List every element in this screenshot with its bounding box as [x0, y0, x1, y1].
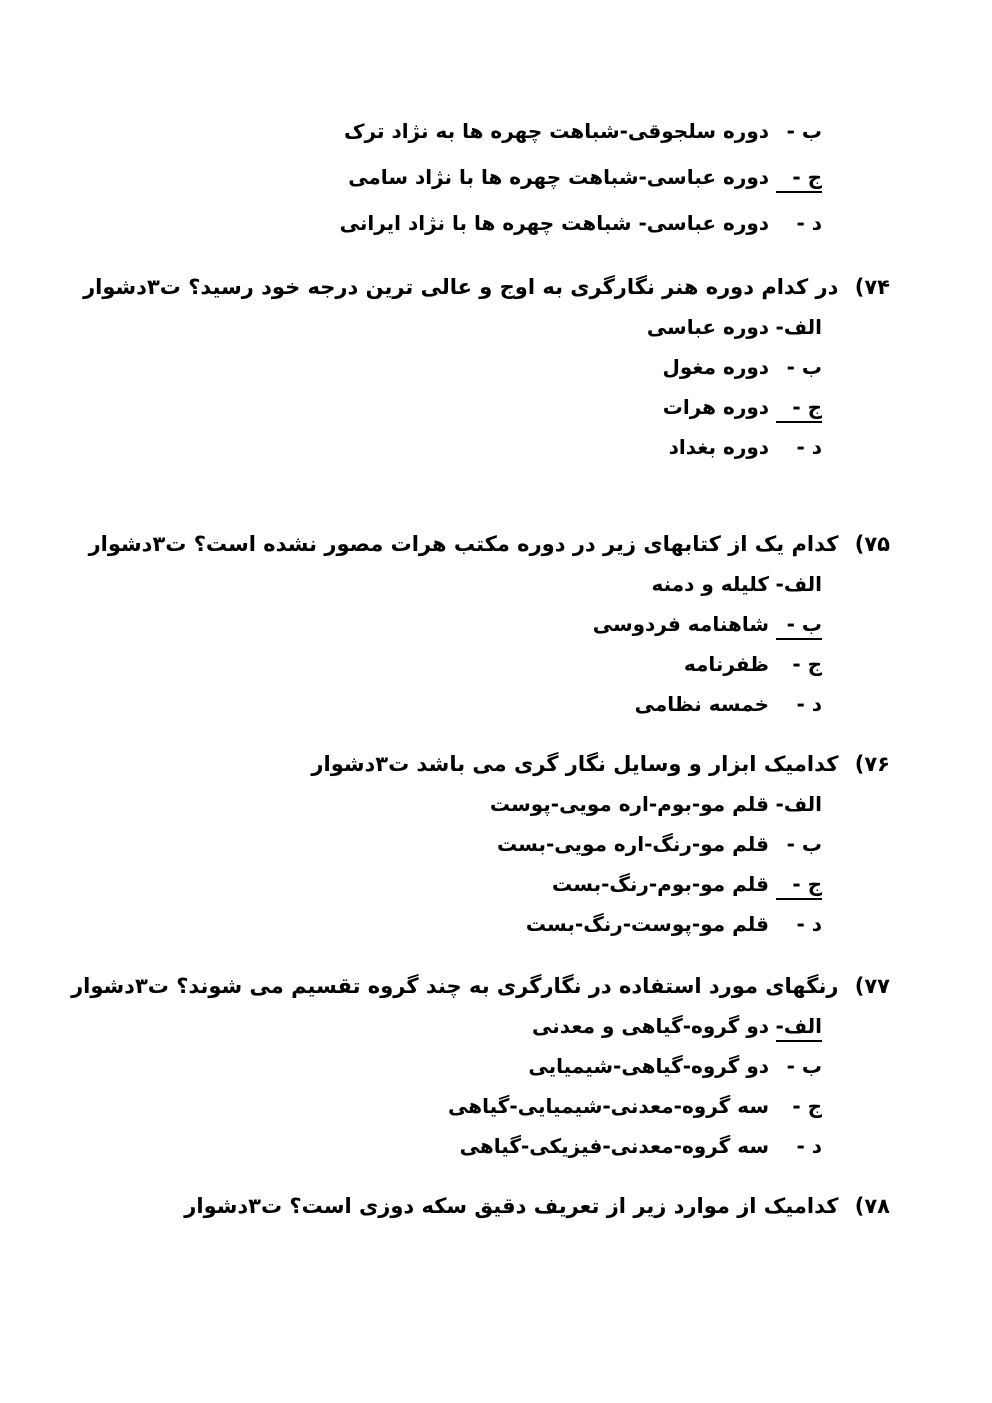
option-row [40, 200, 822, 246]
option-row [40, 644, 822, 684]
option-text: قلم مو-پوست-رنگ-بست [525, 912, 770, 936]
option-row [40, 824, 822, 864]
option-text: قلم مو-بوم-رنگ-بست [552, 872, 770, 896]
question-74 [40, 267, 890, 467]
option-letter: ج - [776, 871, 822, 900]
question-number: ۷۵) [854, 532, 890, 556]
option-text: کلیله و دمنه [651, 572, 770, 596]
question-number: ۷۶) [854, 752, 890, 776]
option-text: دوره بغداد [668, 435, 770, 459]
option-row [40, 904, 822, 944]
option-text: ظفرنامه [683, 652, 770, 676]
question-stem-row [40, 267, 890, 307]
option-text: دوره هرات [662, 395, 770, 419]
option-row [40, 1086, 822, 1126]
option-row [40, 684, 822, 724]
question-number: ۷۸) [854, 1194, 890, 1218]
option-letter: ج - [792, 1094, 822, 1118]
question-stem-row [40, 744, 890, 784]
question-stem: رنگهای مورد استفاده در نگارگری به چند گروه تقسیم می شوند؟ ت۳دشوار [71, 974, 839, 998]
option-text: خمسه نظامی [634, 692, 770, 716]
option-row [40, 387, 822, 427]
option-letter: ب - [786, 832, 822, 856]
option-letter: الف- [775, 315, 822, 339]
option-letter: د - [796, 435, 822, 459]
question-stem: کدامیک از موارد زیر از تعریف دقیق سکه دوزی است؟ ت۳دشوار [184, 1194, 839, 1218]
question-78 [40, 1186, 890, 1226]
option-row [40, 564, 822, 604]
previous-question-options [40, 108, 890, 246]
option-row [40, 108, 822, 154]
option-row [40, 307, 822, 347]
option-row [40, 347, 822, 387]
option-text: قلم مو-رنگ-اره مویی-بست [496, 832, 770, 856]
question-stem-row [40, 1186, 890, 1226]
option-letter: د - [796, 211, 822, 235]
option-text: دوره عباسی- شباهت چهره ها با نژاد ایرانی [339, 211, 770, 235]
question-stem-row [40, 966, 890, 1006]
option-letter: د - [796, 1134, 822, 1158]
option-text: سه گروه-معدنی-فیزیکی-گیاهی [459, 1134, 770, 1158]
option-letter: الف- [775, 572, 822, 596]
question-stem: کدام یک از کتابهای زیر در دوره مکتب هرات مصور نشده است؟ ت۳دشوار [88, 532, 839, 556]
option-text: دوره عباسی [646, 315, 770, 339]
option-row [40, 604, 822, 644]
option-row [40, 1006, 822, 1046]
option-letter: د - [796, 692, 822, 716]
question-77 [40, 966, 890, 1166]
question-number: ۷۴) [854, 275, 890, 299]
question-75 [40, 524, 890, 724]
option-letter: ب - [786, 119, 822, 143]
option-text: شاهنامه فردوسی [592, 612, 770, 636]
option-text: دو گروه-گیاهی-شیمیایی [528, 1054, 770, 1078]
option-row [40, 1126, 822, 1166]
option-text: دو گروه-گیاهی و معدنی [532, 1014, 770, 1038]
option-letter: الف- [775, 792, 822, 816]
option-letter: ب - [776, 611, 822, 640]
option-letter: ج - [776, 394, 822, 423]
option-row [40, 864, 822, 904]
option-text: دوره عباسی-شباهت چهره ها با نژاد سامی [348, 165, 770, 189]
option-row [40, 154, 822, 200]
option-row [40, 1046, 822, 1086]
option-letter: ج - [776, 164, 822, 193]
option-letter: ج - [792, 652, 822, 676]
question-76 [40, 744, 890, 944]
option-row [40, 784, 822, 824]
option-text: دوره مغول [662, 355, 770, 379]
option-letter: الف- [776, 1013, 822, 1042]
question-number: ۷۷) [854, 974, 890, 998]
option-letter: ب - [786, 355, 822, 379]
option-text: سه گروه-معدنی-شیمیایی-گیاهی [448, 1094, 770, 1118]
option-text: دوره سلجوقی-شباهت چهره ها به نژاد ترک [344, 119, 770, 143]
option-letter: ب - [786, 1054, 822, 1078]
question-stem: در کدام دوره هنر نگارگری به اوج و عالی ترین درجه خود رسید؟ ت۳دشوار [83, 275, 839, 299]
option-text: قلم مو-بوم-اره مویی-پوست [489, 792, 770, 816]
option-row [40, 427, 822, 467]
question-stem-row [40, 524, 890, 564]
question-stem: کدامیک ابزار و وسایل نگار گری می باشد ت۳دشوار [311, 752, 839, 776]
option-letter: د - [796, 912, 822, 936]
